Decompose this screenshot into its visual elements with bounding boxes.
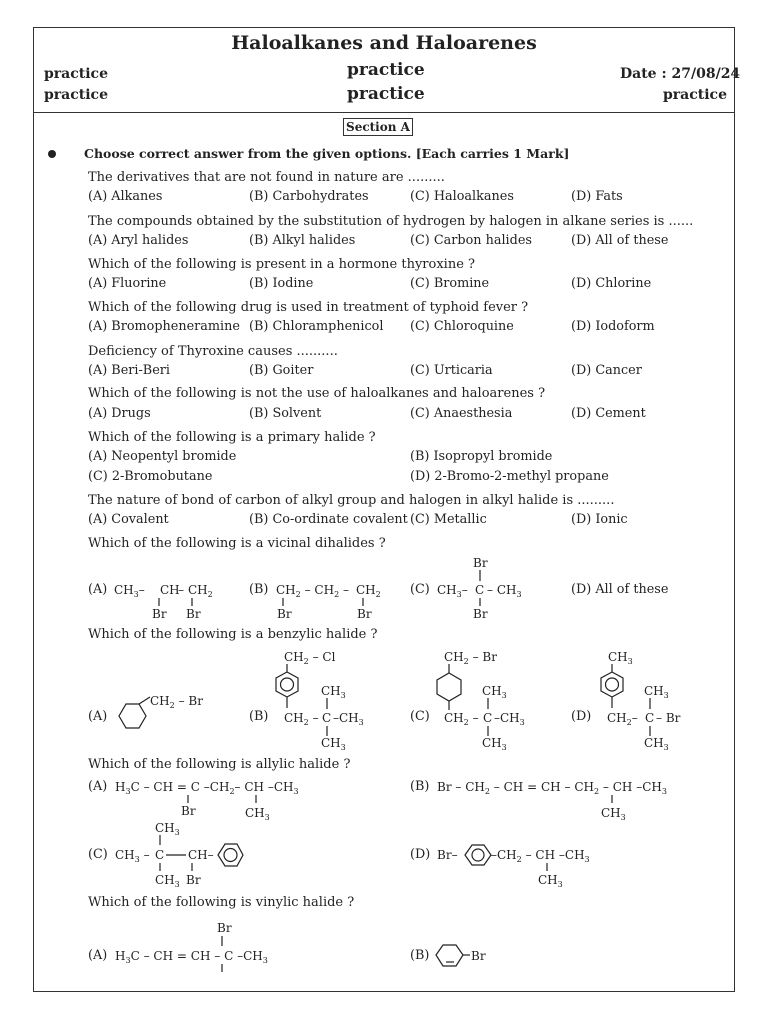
structure-q11-b	[437, 780, 667, 822]
option: (D) Fats	[571, 189, 623, 204]
svg-text:–CH3: $-CH_3$	[494, 711, 525, 727]
option: (A)	[88, 582, 108, 597]
svg-text:CH3: $CH_3$	[321, 736, 346, 752]
svg-text:–CH3: $-CH_3$	[333, 711, 364, 727]
structure-q11-a	[115, 780, 299, 822]
option: (D) All of these	[571, 233, 669, 248]
svg-text:Br: Br	[473, 607, 488, 621]
svg-text:Br: Br	[186, 607, 201, 621]
svg-text:CH3: $CH_3$	[608, 650, 633, 666]
option: (B) Isopropyl bromide	[410, 449, 553, 464]
svg-text:– CH3: – $CH_3$	[487, 583, 522, 599]
svg-text:C: C	[483, 711, 493, 725]
option: (C) 2-Bromobutane	[88, 469, 213, 484]
question-text: Deficiency of Thyroxine causes ..........	[88, 344, 338, 359]
header-right-bottom: practice	[663, 87, 727, 103]
option: (B)	[249, 709, 269, 724]
structure-q10-d	[601, 650, 681, 752]
svg-text:CH2: $CH_2$	[356, 583, 381, 599]
svg-text:CH2: $CH_2$	[188, 583, 213, 599]
option: (C) Haloalkanes	[410, 189, 514, 204]
svg-text:CH3–: $CH_3-$	[114, 583, 145, 599]
svg-text:Br: Br	[152, 607, 167, 621]
svg-text:H3C – CH = CH – C –CH3: $H_3C$ – CH = CH – C $-CH_3$	[115, 949, 268, 965]
svg-text:Br: Br	[217, 921, 232, 935]
option: (B) Co-ordinate covalent	[249, 512, 408, 527]
svg-text:Br–: Br–	[437, 848, 458, 862]
structure-q12-a	[115, 921, 268, 972]
option: (D) Cement	[571, 406, 646, 421]
svg-text:C: C	[645, 711, 655, 725]
section-label: Section A	[343, 118, 413, 136]
option: (C) Bromine	[410, 276, 490, 291]
svg-text:CH3: $CH_3$	[245, 806, 270, 822]
option: (A) Covalent	[88, 512, 169, 527]
structure-q10-c	[437, 650, 525, 752]
option: (A) Bromopheneramine	[88, 319, 240, 334]
question-text: Which of the following is not the use of haloalkanes and haloarenes ?	[88, 386, 546, 401]
option: (C)	[410, 709, 430, 724]
svg-text:CH3: $CH_3$	[538, 873, 563, 889]
question-text: The nature of bond of carbon of alkyl group and halogen in alkyl halide is .........	[88, 493, 615, 508]
structure-q9-b	[276, 583, 381, 621]
option: (B) Chloramphenicol	[249, 319, 384, 334]
structure-q10-a	[119, 694, 203, 728]
option: (D)	[410, 847, 431, 862]
svg-text:Br: Br	[186, 873, 201, 887]
option: (A)	[88, 709, 108, 724]
question-text: Which of the following drug is used in treatment of typhoid fever ?	[88, 300, 529, 315]
question-text: The derivatives that are not found in nature are .........	[88, 170, 445, 185]
option: (D) 2-Bromo-2-methyl propane	[410, 469, 609, 484]
structure-q11-d	[437, 845, 590, 889]
svg-text:CH: CH	[160, 583, 180, 597]
question-text: Which of the following is a vicinal dihalides ?	[88, 536, 386, 551]
option: (D) Iodoform	[571, 319, 655, 334]
svg-text:CH3: $CH_3$	[644, 684, 669, 700]
svg-text:CH3: $CH_3$	[155, 873, 180, 889]
option: (B)	[249, 582, 269, 597]
option: (D) All of these	[571, 582, 669, 597]
svg-text:CH3: $CH_3$	[321, 684, 346, 700]
svg-text:CH2 –: $CH_2$ –	[284, 711, 319, 727]
svg-text:CH2 – CH2 –: $CH_2 - CH_2$ –	[276, 583, 349, 599]
option: (B)	[410, 779, 430, 794]
option: (B) Alkyl halides	[249, 233, 356, 248]
structure-q12-b	[436, 945, 486, 966]
option: (C)	[88, 847, 108, 862]
header-date: Date : 27/08/24	[620, 66, 741, 82]
svg-text:Br: Br	[473, 556, 488, 570]
option: (A) Drugs	[88, 406, 151, 421]
option: (A) Neopentyl bromide	[88, 449, 237, 464]
option: (C)	[410, 582, 430, 597]
option: (B) Goiter	[249, 363, 314, 378]
option: (B)	[410, 948, 430, 963]
svg-text:C: C	[475, 583, 485, 597]
svg-text:Br – CH2 – CH = CH – CH2 – CH: Br – $CH_2$ – CH = CH – $CH_2$ – CH $-CH_3$	[437, 780, 667, 796]
svg-text:CH3: $CH_3$	[601, 806, 626, 822]
svg-text:CH–: CH–	[188, 848, 214, 862]
svg-text:CH3: $CH_3$	[482, 736, 507, 752]
header-left-top: practice	[44, 66, 108, 82]
option: (A) Fluorine	[88, 276, 167, 291]
svg-text:CH2–: $CH_2-$	[607, 711, 638, 727]
svg-text:–: –	[178, 583, 184, 597]
svg-text:CH3: $CH_3$	[155, 821, 180, 837]
svg-text:Br: Br	[277, 607, 292, 621]
svg-text:C: C	[322, 711, 332, 725]
structure-q11-c	[115, 821, 243, 889]
question-text: Which of the following is allylic halide ?	[88, 757, 351, 772]
option: (A)	[88, 779, 108, 794]
question-text: Which of the following is present in a hormone thyroxine ?	[88, 257, 475, 272]
svg-text:CH2 – Cl: $CH_2$ – Cl	[284, 650, 336, 666]
svg-text:Br: Br	[181, 804, 196, 818]
svg-text:CH2 –: $CH_2$ –	[444, 711, 479, 727]
option: (B) Solvent	[249, 406, 322, 421]
option: (D)	[571, 709, 592, 724]
svg-text:C: C	[155, 848, 165, 862]
svg-text:–CH2 – CH –CH3: $-CH_2$ – CH $-CH_3$	[491, 848, 590, 864]
structure-q10-b	[276, 650, 364, 752]
option: (C) Urticaria	[410, 363, 493, 378]
svg-text:CH3 –: $CH_3$ –	[115, 848, 150, 864]
svg-text:Br: Br	[357, 607, 372, 621]
svg-text:CH3: $CH_3$	[482, 684, 507, 700]
svg-text:CH2 – Br: $CH_2$ – Br	[150, 694, 203, 710]
option: (D) Chlorine	[571, 276, 652, 291]
svg-text:CH3: $CH_3$	[644, 736, 669, 752]
option: (C) Metallic	[410, 512, 487, 527]
option: (C) Carbon halides	[410, 233, 532, 248]
option: (D) Ionic	[571, 512, 628, 527]
svg-text:H3C – CH = C –CH2– CH –CH3: $H_3C$ – CH = C $-CH_2-$ CH $-CH_3$	[115, 780, 299, 796]
option: (C) Chloroquine	[410, 319, 514, 334]
option: (B) Carbohydrates	[249, 189, 369, 204]
question-text: Which of the following is a primary halide ?	[88, 430, 376, 445]
question-text: Which of the following is a benzylic halide ?	[88, 627, 378, 642]
option: (A)	[88, 948, 108, 963]
header-left-bottom: practice	[44, 87, 108, 103]
option: (C) Anaesthesia	[410, 406, 513, 421]
option: (B) Iodine	[249, 276, 314, 291]
document-title: Haloalkanes and Haloarenes	[231, 32, 537, 54]
svg-text:– Br: – Br	[656, 711, 681, 725]
option: (A) Alkanes	[88, 189, 163, 204]
option: (A) Beri-Beri	[88, 363, 170, 378]
option: (D) Cancer	[571, 363, 642, 378]
svg-text:CH2 – Br: $CH_2$ – Br	[444, 650, 497, 666]
svg-text:Br: Br	[471, 949, 486, 963]
structure-q9-c	[437, 556, 522, 621]
header-center-top: practice	[347, 60, 425, 80]
instruction: Choose correct answer from the given options. [Each carries 1 Mark]	[84, 146, 570, 161]
question-text: The compounds obtained by the substitution of hydrogen by halogen in alkane series is ......	[88, 214, 694, 229]
structure-q9-a	[114, 583, 213, 621]
option: (A) Aryl halides	[88, 233, 189, 248]
question-text: Which of the following is vinylic halide ?	[88, 895, 355, 910]
header-center-bottom: practice	[347, 84, 425, 104]
svg-text:CH3–: $CH_3-$	[437, 583, 468, 599]
